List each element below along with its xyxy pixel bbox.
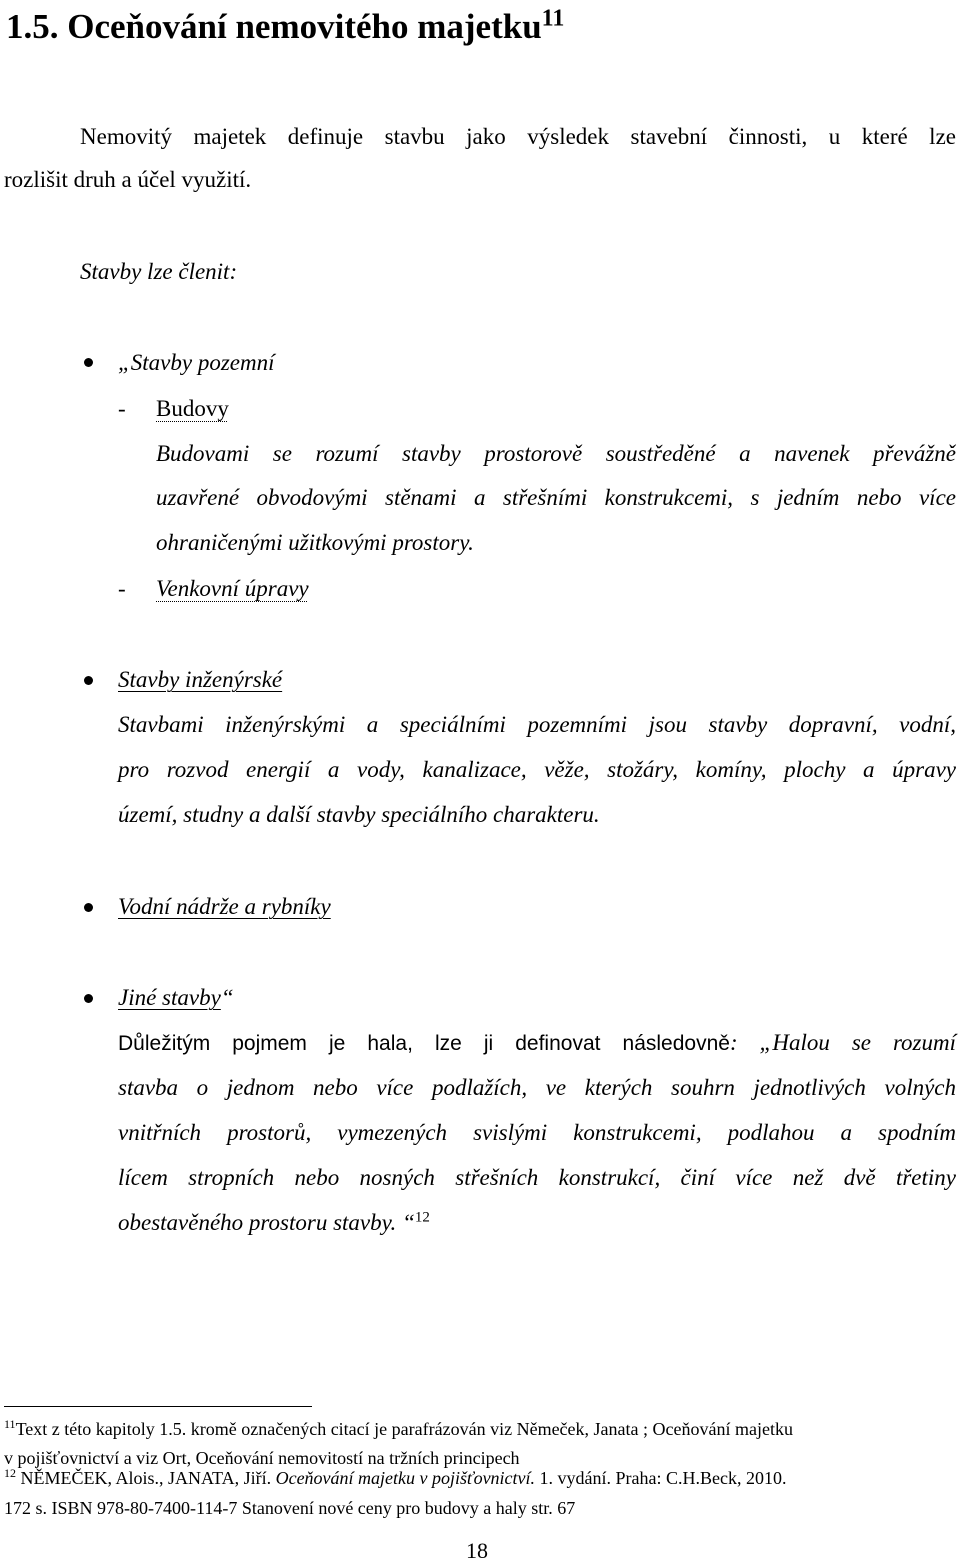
footnote-divider xyxy=(4,1406,312,1407)
item-title-jine-stavby: Jiné stavby xyxy=(118,985,221,1010)
intro-line-1: Nemovitý majetek definuje stavbu jako výsledek stavební činnosti, u které lze xyxy=(80,124,956,149)
budovy-desc-line-3: ohraničenými užitkovými prostory. xyxy=(156,530,474,555)
subitem-label-budovy: Budovy xyxy=(156,396,229,421)
jine-desc-last: obestavěného prostoru stavby. xyxy=(118,1210,397,1235)
jine-desc-line-2: stavba o jednom nebo více podlažích, ve kterých souhrn jednotlivých volných xyxy=(118,1075,956,1100)
section-heading xyxy=(6,4,564,50)
closing-quote: “ xyxy=(402,1210,415,1235)
footnote-11-line-2: v pojišťovnictví a viz Ort, Oceňování nemovitostí na tržních principech xyxy=(4,1448,520,1468)
bullet-icon xyxy=(84,358,93,367)
footnote-number: 12 xyxy=(4,1466,16,1480)
jine-desc-plain: Důležitým pojmem je hala, lze ji definovat následovně xyxy=(118,1032,730,1055)
dash-marker: - xyxy=(118,576,126,601)
jine-desc-line-4: lícem stropních nebo nosných střešních konstrukcí, činí více než dvě třetiny xyxy=(118,1165,956,1190)
footnote-12 xyxy=(4,1467,958,1489)
footnote-12-line-2: 172 s. ISBN 978-80-7400-114-7 Stanovení nové ceny pro budovy a haly str. 67 xyxy=(4,1498,576,1518)
footnote-number: 11 xyxy=(4,1417,16,1431)
footnote-ref-12[interactable]: 12 xyxy=(414,1209,430,1226)
footnote-12-part-2: 1. vydání. Praha: C.H.Beck, 2010. xyxy=(535,1468,787,1488)
subitem-label-venkovni-upravy: Venkovní úpravy xyxy=(156,576,309,601)
page-number: 18 xyxy=(466,1538,488,1563)
item-title-vodni-nadrze: Vodní nádrže a rybníky xyxy=(118,894,331,919)
section-title: Oceňování nemovitého majetku xyxy=(67,7,542,46)
budovy-desc-line-2: uzavřené obvodovými stěnami a střešními konstrukcemi, s jedním nebo více xyxy=(156,485,956,510)
footnote-12-book-title: Oceňování majetku v pojišťovnictví. xyxy=(275,1468,536,1488)
bullet-icon xyxy=(84,903,93,912)
budovy-desc-line-1: Budovami se rozumí stavby prostorově soustředěné a navenek převážně xyxy=(156,441,956,466)
section-label: Stavby lze členit: xyxy=(80,259,238,284)
inzenyrske-desc-line-1: Stavbami inženýrskými a speciálními pozemními jsou stavby dopravní, vodní, xyxy=(118,712,956,737)
footnote-11-line-1: Text z této kapitoly 1.5. kromě označených citací je parafrázován viz Němeček, Janata ; Oceňování majetku xyxy=(15,1419,793,1439)
dash-marker: - xyxy=(118,396,126,421)
footnote-ref-11[interactable]: 11 xyxy=(541,5,565,32)
item-title-stavby-inzenyrske: Stavby inženýrské xyxy=(118,667,283,692)
jine-desc-line-3: vnitřních prostorů, vymezených svislými konstrukcemi, podlahou a spodním xyxy=(118,1120,956,1145)
item-title-jine-stavby-wrapper xyxy=(118,975,234,1020)
section-number: 1.5. xyxy=(6,7,59,46)
footnote-11 xyxy=(4,1418,958,1440)
bullet-icon xyxy=(84,676,93,685)
bullet-icon xyxy=(84,994,93,1003)
inzenyrske-desc-line-3: území, studny a další stavby speciálního charakteru. xyxy=(118,802,600,827)
footnote-12-part-1: NĚMEČEK, Alois., JANATA, Jiří. xyxy=(20,1468,276,1488)
jine-desc-line-1 xyxy=(118,1020,956,1066)
item-title-stavby-pozemni: „Stavby pozemní xyxy=(118,350,275,375)
jine-desc-quote-start: : „Halou se rozumí xyxy=(729,1030,956,1055)
inzenyrske-desc-line-2: pro rozvod energií a vody, kanalizace, věže, stožáry, komíny, plochy a úpravy xyxy=(118,757,956,782)
closing-quote: “ xyxy=(220,985,234,1010)
intro-line-2: rozlišit druh a účel využití. xyxy=(4,167,252,192)
jine-desc-line-5 xyxy=(118,1200,430,1245)
